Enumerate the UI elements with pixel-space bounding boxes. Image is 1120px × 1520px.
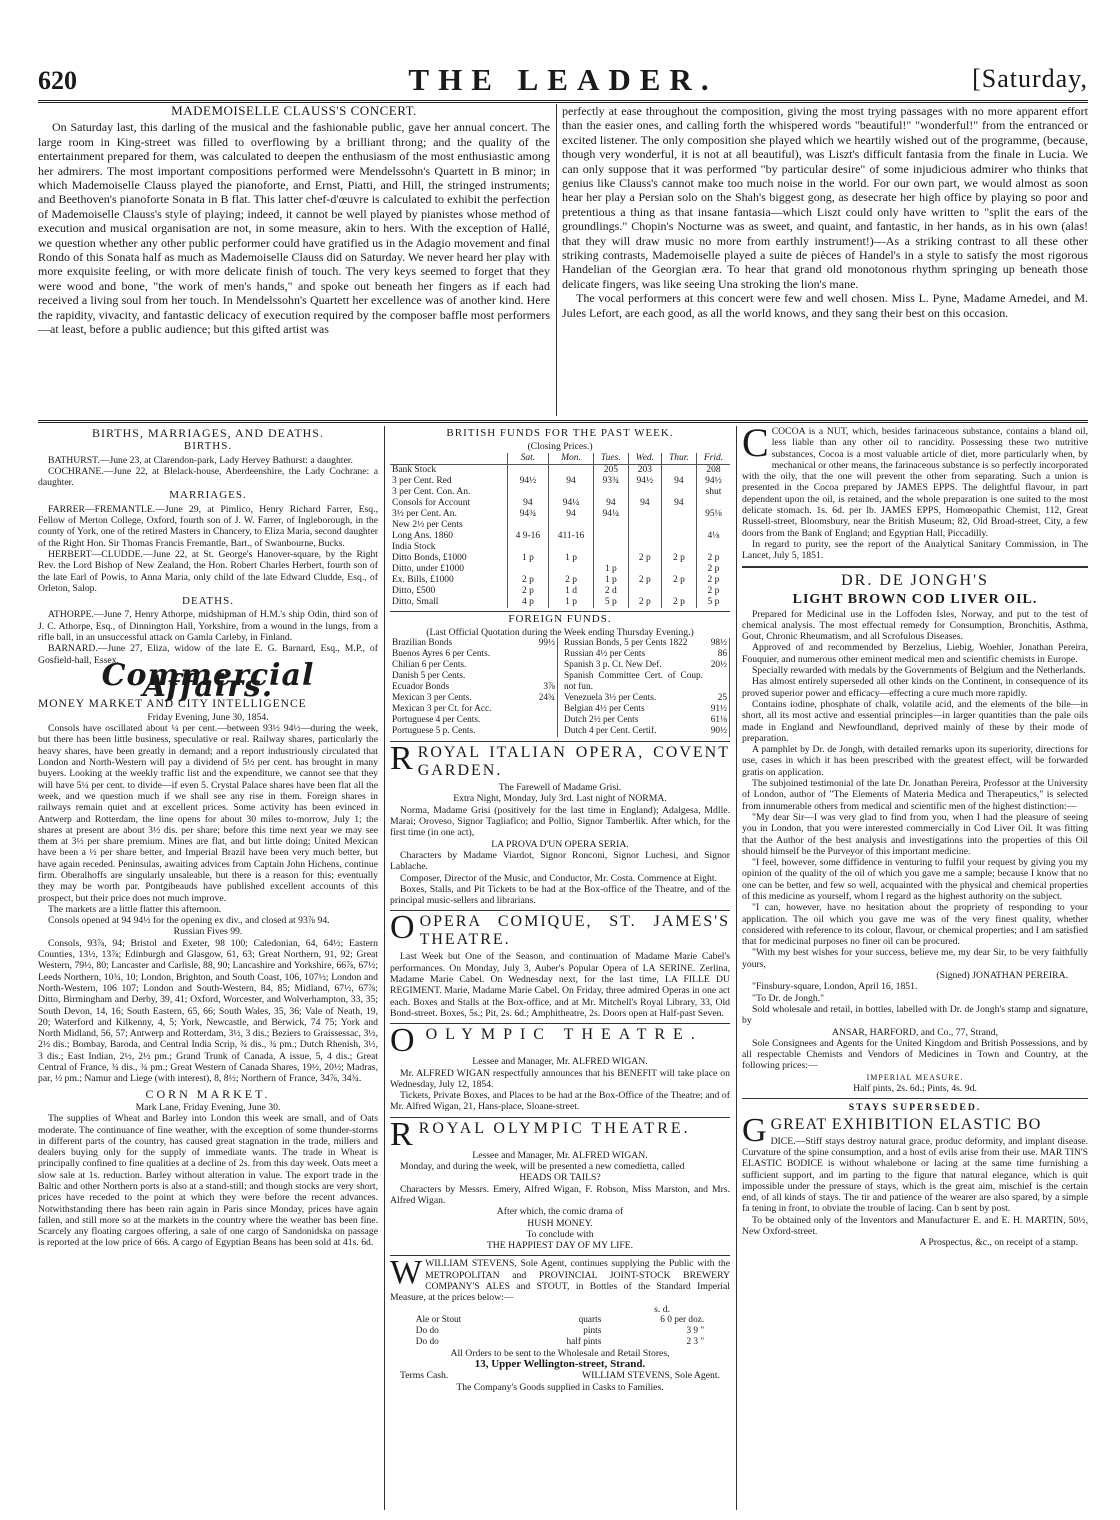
- royal-olympic-body: THE HAPPIEST DAY OF MY LIFE.: [486, 1240, 634, 1252]
- foreign-fund-price: 90½: [705, 726, 730, 737]
- table-header: Mon.: [549, 453, 594, 465]
- opera-body: Composer, Director of the Music, and Conductor, Mr. Costa. Commence at Eight.: [400, 872, 717, 884]
- fund-name: 3 per Cent. Con. An.: [392, 486, 471, 497]
- corn-market-heading: CORN MARKET.: [145, 1086, 271, 1101]
- table-row: [390, 671, 558, 682]
- foreign-fund-price: [533, 704, 558, 715]
- column-divider: [736, 426, 737, 1510]
- foreign-fund-price: 86: [705, 649, 730, 660]
- stevens-casks: The Company's Goods supplied in Casks to Families.: [456, 1381, 664, 1393]
- british-funds-rows: [390, 464, 730, 608]
- divider: [742, 1098, 1088, 1099]
- fund-price: 2 p: [661, 597, 696, 608]
- foreign-funds-heading: FOREIGN FUNDS.: [508, 612, 612, 625]
- jongh-paragraph: Approved of and recommended by Berzelius, Liebig, Woehler, Jonathan Pereira, Fouquier, and numerous other eminent medical men and scientific chemists in Europe.: [742, 642, 1088, 665]
- jongh-paragraph: "I can, however, have no hesitation about the propriety of responding to your application. The oil which you gave me was of the very finest quality, whether considered with reference to its colour, flavour, or chemical properties; and I am satisfied that for medicinal purposes no finer oil can be procured.: [742, 902, 1088, 948]
- table-header: Tues.: [593, 453, 628, 465]
- fund-price: [696, 520, 730, 531]
- fund-price: shut: [696, 487, 730, 498]
- stevens-orders: All Orders to be sent to the Wholesale and Retail Stores,: [450, 1347, 670, 1359]
- fund-name: Long Ans. 1860: [392, 530, 453, 541]
- fund-price: 94: [549, 476, 594, 487]
- money-paragraph: The markets are a little flatter this afternoon.: [48, 903, 222, 915]
- header-rule: [38, 100, 1088, 103]
- jongh-paragraph: The subjoined testimonial of the late Dr. Jonathan Pereira, Professor at the University of London, author of "The Elements of Materia Medica and Therapeutics," is selected from innumerable others from medical and scientific men of the highest distinction:—: [742, 778, 1088, 812]
- foreign-fund-price: [533, 726, 558, 737]
- right-column: [742, 426, 1088, 1510]
- foreign-fund-price: [533, 649, 558, 660]
- royal-olympic-body: Monday, and during the week, will be presented a new comedietta, called: [400, 1161, 685, 1173]
- royal-olympic-body: After which, the comic drama of: [496, 1206, 624, 1218]
- stevens-cell: half pints: [566, 1336, 602, 1347]
- fund-price: 2 d: [593, 586, 628, 597]
- notice: ATHORPE.—June 7, Henry Athorpe, midshipman of H.M.'s ship Odin, third son of J. C. Athorpe, Esq., of Dinnington Hall, Yorkshire, from a wound in the lungs, from a rifle ball, in an unsuccessful attack on Gamla Carleby, in Finland.: [38, 609, 378, 644]
- royal-olympic-sub: Lessee and Manager, Mr. ALFRED WIGAN.: [472, 1149, 648, 1161]
- jongh-paragraph: "I feel, however, some diffidence in venturing to fulfil your request by giving you my opinion of the quality of the oil of which you gave me a sample; because I know that no one can be better, and few so well, acquainted with the physical and chemical properties of this medicine as yourself, whom I regard as the highest authority on the subject.: [742, 857, 1088, 902]
- jongh-title: DR. DE JONGH'S: [841, 571, 989, 589]
- stevens-price-table: [414, 1315, 706, 1348]
- fund-price: 2 p: [661, 553, 696, 564]
- fund-price: 4 9-16: [507, 531, 549, 542]
- foreign-fund-name: Russian 4½ per Cents: [564, 649, 646, 660]
- stevens-unit: s. d.: [654, 1303, 670, 1315]
- foreign-fund-price: 91½: [705, 704, 730, 715]
- fund-name: India Stock: [392, 541, 436, 552]
- stevens-cell: 6 0 per doz.: [660, 1314, 705, 1325]
- divider: [742, 566, 1088, 568]
- foreign-funds-left: [390, 638, 558, 737]
- fund-price: 94½: [507, 476, 549, 487]
- foreign-fund-name: Dutch 2½ per Cents: [564, 715, 639, 726]
- fund-price: 2 p: [628, 597, 661, 608]
- fund-price: [507, 487, 549, 498]
- stays-title: GGREAT EXHIBITION ELASTIC BO: [742, 1111, 1042, 1149]
- cocoa-purity: In regard to purity, see the report of the Analytical Sanitary Commission, in The Lancet, July 5, 1851.: [742, 538, 1088, 562]
- left-column: [38, 426, 378, 1510]
- foreign-fund-name: Belgian 4½ per Cents: [564, 704, 645, 715]
- fund-price: [661, 487, 696, 498]
- divider: [390, 741, 730, 742]
- fund-price: 1 p: [593, 564, 628, 575]
- fund-price: [661, 542, 696, 553]
- fund-price: 94: [628, 498, 661, 509]
- jongh-prices: Half pints, 2s. 6d.; Pints, 4s. 9d.: [853, 1083, 977, 1095]
- table-header: Thur.: [661, 453, 696, 465]
- jongh-paragraph: Has almost entirely superseded all other kinds on the Continent, in consequence of its proved superior power and efficacy—effecting a cure much more rapidly.: [742, 676, 1088, 699]
- table-row: [390, 726, 558, 737]
- cocoa-advert: CCOCOA is a NUT, which, besides farinaceous substance, contains a bland oil, less liable than any other oil to rancidity. Possessing these two nutritive substances, Cocoa is a most valuable article of diet, more particularly when, by mechanical or other means, the farinaceous substance is so perfectly incorporated with the oily, that the one will prevent the other from separating. Such a union is presented in the Cocoa prepared by JAMES EPPS. The delightful flavour, in part dependent upon the oil, is retained, and the whole preparation is one suited to the most delicate stomach. 1s. 6d. per lb. JAMES EPPS, Homœopathic Chemist, 112, Great Russell-street, Bloomsbury, near the British Museum; 82, Old Broad-street, City, a few doors from the Bank of England; and Egyptian Hall, Piccadilly.: [742, 426, 1088, 539]
- foreign-fund-name: Mexican 3 per Cents.: [392, 693, 472, 704]
- fund-price: 205: [593, 464, 628, 476]
- stevens-advert: WWILLIAM STEVENS, Sole Agent, continues supplying the Public with the METROPOLITAN and PROVINCIAL JOINT-STOCK BREWERY COMPANY'S ALES and STOUT, in Bottles of the Standard Imperial Measure, at the prices below:—: [390, 1254, 730, 1304]
- concert-paragraph: On Saturday last, this darling of the musical and the fashionable public, gave her annual concert. The large room in King-street was filled to overflowing by a brilliant throng; and the quality of the entertainment prepared for them, was calculated to deepen the enthusiasm of the most enthusiastic among her admirers. The most important compositions performed were Mendelssohn's Quartett in B minor; in which Mademoiselle Clauss played the pianoforte, and Ernst, Piatti, and Hill, the stringed instruments; and Beethoven's pianoforte Sonata in B flat. This latter chef-d'œuvre is calculated to exhibit the perfection of Mademoiselle Clauss's style of playing; indeed, it cannot be well played by pianistes whose method of execution and musical organisation are not, in some measure, akin to hers. With the exception of Hallé, we question whether any other public performer could have gratified us in the Adagio movement and final Rondo of this Sonata half as much as Mademoiselle Clauss did on Saturday. We never heard her play with more exquisite feeling, or with more delicate finish of touch. The very keys seemed to forget that they were wood and bone, "the work of men's hands," and spoke out beneath her fingers as if each had received a living soul from her touch. In Mendelssohn's Quartett her excellence was of another kind. Here the rapidity, vivacity, and fantastic delicacy of execution required by the composer baffle most performers—at least, before a public audience; but this gifted artist was: [38, 120, 550, 337]
- fund-price: [593, 487, 628, 498]
- table-row: [390, 715, 558, 726]
- table-row: [390, 531, 730, 542]
- foreign-fund-name: Portuguese 4 per Cents.: [392, 715, 481, 726]
- stevens-cell: Do do: [415, 1336, 439, 1347]
- table-row: [390, 682, 558, 693]
- divider: [390, 611, 730, 612]
- fund-name: Ditto, under £1000: [392, 563, 465, 574]
- foreign-fund-name: Ecuador Bonds: [392, 682, 450, 693]
- concert-heading: MADEMOISELLE CLAUSS'S CONCERT.: [171, 104, 417, 118]
- jongh-measure: IMPERIAL MEASURE.: [866, 1072, 964, 1082]
- fund-price: 94: [661, 498, 696, 509]
- table-row: [562, 704, 730, 715]
- fund-price: [696, 498, 730, 509]
- table-row: [562, 638, 730, 649]
- opera-body: Norma, Madame Grisi (positively for the last time in England); Adalgesa, Mdlle. Marai; Oroveso, Signor Tagliafico; and Pollio, Signor Tamberlik. After which, for the first time (in one act),: [390, 804, 730, 839]
- notice: BARNARD.—June 27, Eliza, widow of the late E. G. Barnard, Esq., M.P., of Gosfield-hall, Essex.: [38, 643, 378, 666]
- fund-name: Bank Stock: [392, 464, 437, 475]
- fund-name: Ditto, £500: [392, 585, 436, 596]
- olympic-body: Tickets, Private Boxes, and Places to be had at the Box-Office of the Theatre; and of Mr. Alfred Wigan, 21, Hans-place, Sloane-street.: [390, 1090, 730, 1113]
- divider: [390, 1023, 730, 1024]
- middle-column: [390, 426, 730, 1510]
- money-market-date: Friday Evening, June 30, 1854.: [147, 711, 269, 723]
- foreign-fund-price: 98½: [705, 638, 730, 649]
- stays-prospectus: A Prospectus, &c., on receipt of a stamp.: [919, 1237, 1078, 1249]
- stays-obtain: To be obtained only of the Inventors and Manufacturer E. and E. H. MARTIN, 50½, New Oxford-street.: [742, 1214, 1088, 1237]
- stevens-agent: WILLIAM STEVENS, Sole Agent.: [581, 1370, 720, 1382]
- fund-price: 1 p: [549, 597, 594, 608]
- table-row: [390, 542, 730, 553]
- table-row: [414, 1337, 706, 1348]
- fund-name: Consols for Account: [392, 497, 471, 508]
- foreign-funds-right: [562, 638, 730, 737]
- olympic-sub: Lessee and Manager, Mr. ALFRED WIGAN.: [472, 1056, 648, 1068]
- table-row: [562, 649, 730, 660]
- foreign-fund-name: Danish 5 per Cents.: [392, 671, 466, 682]
- comique-advert-title: OOPERA COMIQUE, ST. JAMES'S THEATRE.: [390, 909, 730, 949]
- foreign-fund-price: 61⅛: [705, 715, 730, 726]
- fund-name: 3 per Cent. Red: [392, 475, 452, 486]
- fund-price: 2 p: [507, 575, 549, 586]
- foreign-fund-price: 20½: [705, 660, 730, 671]
- fund-price: 2 p: [507, 586, 549, 597]
- fund-price: 2 p: [696, 553, 730, 564]
- foreign-fund-name: Buenos Ayres 6 per Cents.: [392, 649, 491, 660]
- opera-line: The Farewell of Madame Grisi.: [498, 782, 622, 794]
- jongh-paragraph: "With my best wishes for your success, believe me, my dear Sir, to be very faithfully yours,: [742, 947, 1088, 970]
- fund-price: 2 p: [549, 575, 594, 586]
- table-row: [562, 660, 730, 671]
- fund-price: 5 p: [696, 597, 730, 608]
- foreign-fund-name: Russian Bonds, 5 per Cents 1822: [564, 638, 688, 649]
- foreign-fund-name: Brazilian Bonds: [392, 638, 453, 649]
- royal-olympic-body: To conclude with: [526, 1228, 594, 1240]
- opera-advert-title: RROYAL ITALIAN OPERA, COVENT GARDEN.: [390, 740, 730, 780]
- fund-price: [549, 487, 594, 498]
- fund-price: [628, 531, 661, 542]
- fund-price: [507, 564, 549, 575]
- table-row: [390, 476, 730, 487]
- fund-price: 94¼: [549, 498, 594, 509]
- table-row: [390, 693, 558, 704]
- table-row: [390, 464, 730, 476]
- stevens-cell: 3 9 ": [686, 1325, 705, 1336]
- table-row: [562, 726, 730, 737]
- column-divider: [384, 426, 385, 1510]
- table-row: [390, 575, 730, 586]
- newspaper-title: THE LEADER.: [408, 62, 718, 97]
- divider: [390, 1117, 730, 1118]
- fund-price: 94: [549, 509, 594, 520]
- table-header: [390, 453, 507, 465]
- fund-price: [696, 542, 730, 553]
- fund-price: 94½: [628, 476, 661, 487]
- deaths-subheading: DEATHS.: [182, 595, 234, 608]
- opera-body: Boxes, Stalls, and Pit Tickets to be had at the Box-office of the Theatre, and of the principal music-sellers and librarians.: [390, 883, 730, 907]
- foreign-funds-sub: (Last Official Quotation during the Week ending Thursday Evening.): [426, 626, 694, 638]
- jongh-paragraph: "My dear Sir—I was very glad to find from you, when I had the pleasure of seeing you in London, that you were interested commercially in Cod Liver Oil. It was fitting that the Author of the best analysis and investigations into the properties of this Oil should himself be the Purveyor of this important medicine.: [742, 811, 1088, 857]
- fund-price: 2 p: [661, 575, 696, 586]
- opera-body: Characters by Madame Viardot, Signor Ronconi, Signor Luchesi, and Signor Lablache.: [390, 849, 730, 873]
- foreign-fund-price: 24¾: [533, 693, 558, 704]
- fund-name: New 2½ per Cents: [392, 519, 463, 530]
- table-row: [390, 487, 730, 498]
- marriages-subheading: MARRIAGES.: [169, 489, 247, 502]
- british-funds-sub: (Closing Prices.): [527, 441, 593, 453]
- table-row: [414, 1315, 706, 1326]
- jongh-subtitle: LIGHT BROWN COD LIVER OIL.: [792, 591, 1038, 607]
- fund-name: Ex. Bills, £1000: [392, 574, 454, 585]
- stevens-address: 13, Upper Wellington-street, Strand.: [474, 1358, 646, 1371]
- stays-heading: STAYS SUPERSEDED.: [848, 1102, 982, 1114]
- column-divider: [556, 104, 557, 416]
- fund-price: 93¾: [593, 476, 628, 487]
- issue-day: [Saturday,: [972, 64, 1088, 93]
- fund-price: 94: [593, 498, 628, 509]
- fund-price: 2 p: [696, 564, 730, 575]
- money-paragraph: Russian Fives 99.: [173, 926, 243, 938]
- divider: [390, 1255, 730, 1256]
- stevens-cell: 2 3 ": [686, 1336, 705, 1347]
- jongh-consignees: Sole Consignees and Agents for the United Kingdom and British Possessions, and by all respectable Chemists and Vendors of Medicines in Town and Country, at the following prices:—: [742, 1037, 1088, 1072]
- opera-line: Extra Night, Monday, July 3rd. Last night of NORMA.: [453, 793, 667, 805]
- fund-price: [549, 464, 594, 476]
- table-header: Sat.: [507, 453, 549, 465]
- fund-price: [661, 531, 696, 542]
- fund-price: 208: [696, 464, 730, 476]
- corn-market-date: Mark Lane, Friday Evening, June 30.: [135, 1101, 281, 1113]
- fund-name: Ditto Bonds, £1000: [392, 552, 467, 563]
- jongh-paragraph: A pamphlet by Dr. de Jongh, with detailed remarks upon its superiority, directions for use, cases in which it has been prescribed with the greatest effect, will be forwarded gratis on application.: [742, 744, 1088, 778]
- divider: [390, 910, 730, 911]
- foreign-fund-name: Dutch 4 per Cent. Certif.: [564, 726, 657, 737]
- fund-price: [549, 564, 594, 575]
- fund-price: [507, 542, 549, 553]
- notice: FARRER—FREMANTLE.—June 29, at Pimlico, Henry Richard Farrer, Esq., Fellow of Merton College, Oxford, fourth son of J. W. Farrer, of Ingleborough, in the county of York, one of the retired Masters in Chancery, to Eliza Maria, second daughter of the Right Hon. Sir Thomas Francis Fremantle, Bart., of Swanbourne, Bucks.: [38, 503, 378, 549]
- page-number: 620: [38, 66, 77, 95]
- table-row: [390, 498, 730, 509]
- fund-price: 1 p: [507, 553, 549, 564]
- comique-body: Last Week but One of the Season, and continuation of Madame Marie Cabel's performances. On Monday, July 3, Auber's Popular Opera of LA SERINE. Zerlina, Madame Marie Cabel. On Wednesday next, for the last time, LA FILLE DU REGIMENT. Marie, Madame Marie Cabel. On Friday, three admired Operas in one act each. Boxes and Stalls at the Box-office, and at Mr. Mitchell's Royal Library, 33, Old Bond-street. Boxes, 5s.; Pit, 2s. 6d.; Amphitheatre, 2s. Doors open at Half-past Seven.: [390, 951, 730, 1019]
- notice: HERBERT—CLUDDE.—June 22, at St. George's Hanover-square, by the Right Rev. the Lord Bishop of New Zealand, the Hon. Robert Charles Herbert, fourth son of the late Earl of Powis, to Anna Maria, only child of the late Edward Cludde, Esq., of Orleton, Salop.: [38, 548, 378, 594]
- stevens-cell: Do do: [415, 1325, 439, 1336]
- fund-price: [628, 586, 661, 597]
- table-row: [390, 564, 730, 575]
- jongh-agents: ANSAR, HARFORD, and Co., 77, Strand,: [831, 1026, 999, 1038]
- fund-price: [661, 464, 696, 476]
- money-paragraph: Consols, 93⅞, 94; Bristol and Exeter, 98 100; Caledonian, 64, 64½; Eastern Counties, 13½, 13⅞; Edinburgh and Glasgow, 61, 63; Great Northern, 91, 92; Great Western, 79½, 80; Lancaster and Carlisle, 88, 90; Lancashire and Yorkshire, 66⅞, 67½; Leeds Northern, 10¾, 10; London, Brighton, and South Coast, 106, 107½; London and North-Western, 106 107; London and South-Western, 84, 85; Midland, 67½, 67⅞; Ditto, Birmingham and Derby, 39, 41; Oxford, Worcester, and Wolverhampton, 33, 35; South Devon, 14, 16; South Eastern, 65, 66; South Wales, 35, 36; Vale of Neath, 19, 20; Waterford and Kilkenny, 4, 5; York, Newcastle, and Berwick, 74 75; York and North Midland, 56, 57; Antwerp and Rotterdam, 3½, 3 dis.; Beziers to Graissessac, 3½, 2½ dis.; Bombay, Baroda, and Central India Scrip, ¾ dis., ¾ pm.; Dutch Rhenish, 3½, 3 dis.; East Indian, 2½, 2½ pm.; Grand Trunk of Canada, A issue, 5, 4 dis.; Great Central of France, ¾ dis., ¾ pm.; Great Western of Canada Shares, 19½, 20½; Madras, par, ½ pm.; Namur and Liege (with interest), 8, 8½; Northern of France, 34⅞, 34¾.: [38, 937, 378, 1085]
- fund-price: [628, 564, 661, 575]
- table-row: [562, 671, 730, 693]
- table-row: [390, 553, 730, 564]
- fund-price: [628, 509, 661, 520]
- corn-paragraph: The supplies of Wheat and Barley into London this week are small, and of Oats moderate. The continuance of fine weather, with the exception of some thunder-storms in different parts of the country, has caused great stagnation in the trade, millers and dealers buying only for the supply of immediate wants. The trade in Wheat is principally confined to fine qualities at a decline of 2s. from this day week. Oats meet a slow sale at 1s. reduction. Barley without alteration in value. The export trade in the Baltic and other Northern ports is also at a stand-still; and though stocks are very short, prices have receded to the point at which they were before the recent advances. Notwithstanding there has been rain again in Paris since Monday, prices have again fallen, and still more so at the markets in the country where the weather has been fine. Scarcely any floating cargoes offering, a sale of one cargo of Sandonidska on passage is reported at the low price of 66s. A cargo of Egyptian Beans has been sold at 41s. 6d.: [38, 1113, 378, 1249]
- table-row: [390, 638, 558, 649]
- fund-price: 1 d: [549, 586, 594, 597]
- table-row: [390, 509, 730, 520]
- table-row: [562, 693, 730, 704]
- stays-body: DICE.—Stiff stays destroy natural grace, produc deformity, and implant disease. Curvature of the spine consumption, and a host of evils arise from their use. MAR TIN'S ELASTIC BODICE is without whalebone or lacing at the same time furnishing a sufficient support, and im parting to the figure that natural elegance, which is quit impossible under the pressure of stays, which is the great aim, mischief is the certain end, of all kinds of stays. The tir and patience of the wearer are also spared, by a simple fa tening in front, to obviate the trouble of lacing. Can b sent by post.: [742, 1135, 1088, 1215]
- foreign-fund-price: [533, 715, 558, 726]
- foreign-fund-price: 25: [705, 693, 730, 704]
- fund-price: 2 p: [696, 575, 730, 586]
- fund-price: [628, 520, 661, 531]
- table-row: [390, 660, 558, 671]
- jongh-place: "Finsbury-square, London, April 16, 1851.: [752, 981, 918, 993]
- table-row: [390, 649, 558, 660]
- foreign-fund-price: [533, 660, 558, 671]
- olympic-body: Mr. ALFRED WIGAN respectfully announces that his BENEFIT will take place on Wednesday, July 12, 1854.: [390, 1067, 730, 1090]
- jongh-to: "To Dr. de Jongh.": [752, 992, 825, 1004]
- fund-price: [549, 520, 594, 531]
- jongh-paragraph: Contains iodine, phosphate of chalk, volatile acid, and the elements of the bile—in short, all its most active and essential principles—in larger quantities than the pale oils made in England and Newfoundland, deprived mainly of these by their mode of preparation.: [742, 698, 1088, 744]
- fund-price: 1 p: [549, 553, 594, 564]
- royal-olympic-body: HUSH MONEY.: [527, 1217, 593, 1229]
- notice: COCHRANE.—June 22, at Blelack-house, Aberdeenshire, the Lady Cochrane: a daughter.: [38, 465, 378, 489]
- foreign-fund-name: Mexican 3 per Ct. for Acc.: [392, 704, 492, 715]
- table-header: Frid.: [696, 453, 730, 465]
- fund-price: [628, 542, 661, 553]
- fund-price: 2 p: [628, 575, 661, 586]
- money-paragraph: Consols have oscillated about ¼ per cent.—between 93½ 94½—during the week, but there has been little business, speculative or real. Railway shares, particularly the heavy shares, have been greatly in demand; and a report industriously circulated that London and North-Western will pay a dividend of 5½ per cent. has brought in many buyers. Looking at the weekly traffic list and the expenditure, we cannot see that they will have 5¼ per cent. to divide—if even 5. Crystal Palace shares have been flat all the week, and we question much if we shall see any rise in them. Foreign shares in railways remain quiet and at excellent prices. Some activity has been evinced in Antwerp and Rotterdam, the line opens for about 30 miles to-morrow, July 1; the shares at present are about 3½ dis. per share; before this time next year we may see them at 3½ per share premium. Mines are flat, and but little doing; United Mexican have been a ½ per share better, and Imperial Brazil have been very much better, but have again receded. Peninsulas, awaiting advices from Captain John Hichens, continue firm. Oberalhoffs are singularly unsaleable, but there is a reason for this; eventually they may be worth par. Pontgibeauds have published excellent accounts of this prospect, but their price does not much improve.: [38, 723, 378, 904]
- fund-price: 203: [628, 464, 661, 476]
- foreign-fund-price: 3⅞: [533, 682, 558, 693]
- foreign-fund-name: Chilian 6 per Cents.: [392, 660, 467, 671]
- jongh-paragraph: Specially rewarded with medals by the Governments of Belgium and the Netherlands.: [752, 665, 1086, 677]
- concert-paragraph: The vocal performers at this concert were few and well chosen. Miss L. Pyne, Madame Amedei, and M. Jules Lefort, are each good, as all the world knows, and they sang their best on this occasion.: [562, 291, 1088, 320]
- fund-price: [507, 520, 549, 531]
- jongh-sold: Sold wholesale and retail, in bottles, labelled with Dr. de Jongh's stamp and signature, by: [742, 1003, 1088, 1027]
- concert-article-col1: [38, 104, 550, 416]
- stevens-cell: pints: [583, 1325, 602, 1336]
- commercial-affairs-title: Commercial Affairs.: [101, 657, 315, 705]
- fund-price: 2 p: [696, 586, 730, 597]
- notice: BATHURST.—June 23, at Clarendon-park, Lady Hervey Bathurst: a daughter.: [48, 454, 353, 466]
- fund-price: 4⅛: [696, 531, 730, 542]
- olympic-advert-title: OOLYMPIC THEATRE.: [390, 1022, 703, 1060]
- money-paragraph: Consols opened at 94 94½ for the opening ex div., and closed at 93⅞ 94.: [48, 915, 330, 927]
- foreign-fund-name: Spanish Committee Cert. of Coup. not fun.: [564, 671, 703, 693]
- stevens-cell: Ale or Stout: [415, 1314, 462, 1325]
- fund-price: [628, 487, 661, 498]
- stevens-cell: quarts: [578, 1314, 602, 1325]
- foreign-fund-price: [533, 671, 558, 682]
- section-rule: [38, 420, 1088, 423]
- table-row: [390, 520, 730, 531]
- table-row: [414, 1326, 706, 1337]
- concert-paragraph: perfectly at ease throughout the composition, giving the most trying passages with no more apparent effort than the easier ones, and calling forth the whispered words "beautiful!" "wonderful!" from the entranced or excited listener. The only composition she played which we heartily wished out of the programme, (because, though very wonderful, it is not at all beautiful), was Liszt's difficult fantasia from the finale in Lucia. We can only suppose that it was performed "by particular desire" of some injudicious admirer who thinks that genius like Clauss's cannot make too much noise in the world. For our own part, we would almost as soon hear her play a Persian solo on the Shah's biggest gong, as desecrate her high office by playing so poor and pretentious a thing as that insane fantasia—which Liszt could only have written to "split the ears of the groundlings." Chopin's Nocturne was as sweet, and quaint, and fantastic, in her hands, as in his own (alas! that they will draw music no more from earthly instrument!)—As a striking contrast to all these other striking contrasts, Mademoiselle played a suite de pièces of Handel's in a style to satisfy the most rigorous Handelian of the Georgian æra. To hear that grand old monotonous rhythm springing up beneath those delicate fingers, was like seeing Una stroking the lion's mane.: [562, 104, 1088, 291]
- foreign-fund-price: [705, 671, 730, 693]
- fund-price: 95⅛: [696, 509, 730, 520]
- fund-price: [507, 464, 549, 476]
- fund-price: 94¾: [507, 509, 549, 520]
- births-subheading: BIRTHS.: [183, 440, 233, 453]
- royal-olympic-body: HEADS OR TAILS?: [519, 1172, 601, 1184]
- royal-olympic-advert-title: RROYAL OLYMPIC THEATRE.: [390, 1115, 691, 1153]
- fund-price: 411-16: [549, 531, 594, 542]
- foreign-fund-price: 99½: [533, 638, 558, 649]
- fund-price: [549, 542, 594, 553]
- table-row: [390, 597, 730, 608]
- jongh-signed: (Signed) JONATHAN PEREIRA.: [936, 970, 1068, 982]
- fund-price: 94½: [696, 476, 730, 487]
- table-row: [390, 586, 730, 597]
- fund-price: 94: [507, 498, 549, 509]
- foreign-fund-name: Portuguese 5 p. Cents.: [392, 726, 476, 737]
- fund-price: 1 p: [593, 575, 628, 586]
- fund-price: [593, 531, 628, 542]
- foreign-fund-name: Spanish 3 p. Ct. New Def.: [564, 660, 662, 671]
- table-row: [562, 715, 730, 726]
- page-header: [38, 60, 1088, 104]
- stevens-terms: Terms Cash.: [400, 1370, 449, 1382]
- stevens-footer: [390, 1370, 730, 1381]
- fund-name: 3½ per Cent. An.: [392, 508, 457, 519]
- fund-price: 94¼: [593, 509, 628, 520]
- fund-name: Ditto, Small: [392, 596, 439, 607]
- british-funds-table: [390, 453, 730, 608]
- british-funds-heading: BRITISH FUNDS FOR THE PAST WEEK.: [446, 427, 674, 439]
- fund-price: 4 p: [507, 597, 549, 608]
- table-header: Wed.: [628, 453, 661, 465]
- money-market-heading: MONEY MARKET AND CITY INTELLIGENCE: [38, 697, 307, 710]
- fund-price: [593, 553, 628, 564]
- foreign-funds-table: [390, 638, 730, 737]
- births-heading: BIRTHS, MARRIAGES, AND DEATHS.: [92, 426, 324, 440]
- fund-price: 2 p: [628, 553, 661, 564]
- fund-price: [661, 520, 696, 531]
- concert-article-col2: [562, 104, 1088, 416]
- fund-price: 94: [661, 476, 696, 487]
- royal-olympic-body: Characters by Messrs. Emery, Alfred Wigan, F. Robson, Miss Marston, and Mrs. Alfred Wigan.: [390, 1183, 730, 1206]
- jongh-lead: Prepared for Medicinal use in the Loffoden Isles, Norway, and put to the test of chemical analysis. The most effectual remedy for Consumption, Bronchitis, Asthma, Gout, Chronic Rheumatism, and all Scrofulous Diseases.: [742, 608, 1088, 643]
- foreign-fund-name: Venezuela 3½ per Cents.: [564, 693, 657, 704]
- fund-price: 5 p: [593, 597, 628, 608]
- fund-price: [661, 564, 696, 575]
- opera-body: LA PROVA D'UN OPERA SERIA.: [491, 838, 629, 850]
- fund-price: [661, 586, 696, 597]
- fund-price: [593, 542, 628, 553]
- fund-price: [593, 520, 628, 531]
- fund-price: [661, 509, 696, 520]
- table-row: [390, 704, 558, 715]
